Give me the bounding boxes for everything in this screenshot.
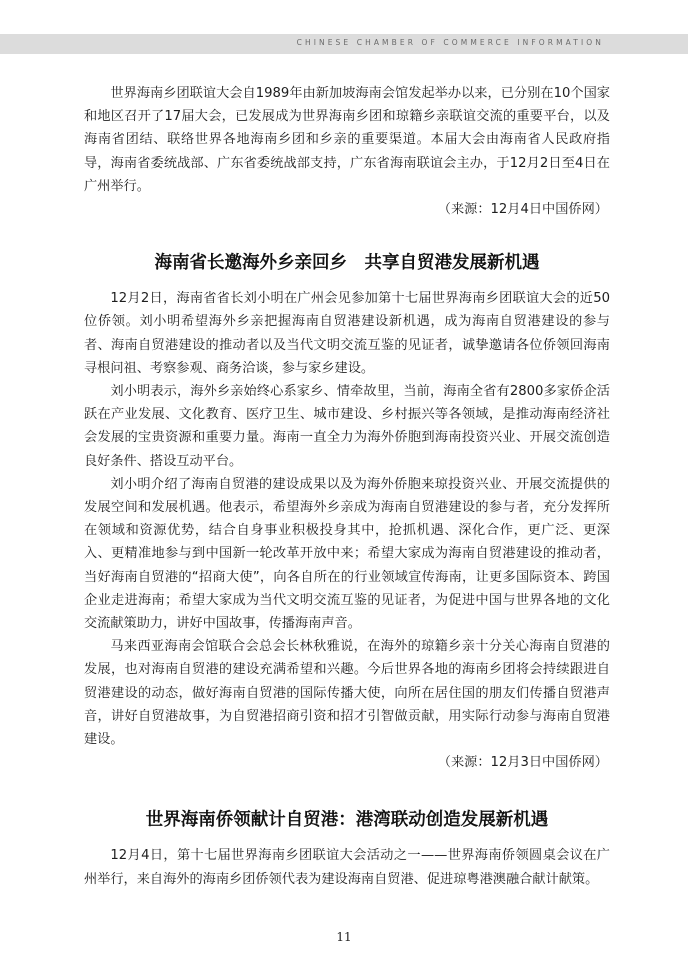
page-number: 11 xyxy=(336,930,352,944)
article1-source: （来源：12月3日中国侨网） xyxy=(437,755,608,771)
article1-paragraph-4: 马来西亚海南会馆联合会总会长林秋雅说，在海外的琼籍乡亲十分关心海南自贸港的发展，也对海南自贸港的建设充满希望和兴趣。今后世界各地的海南乡团将会持续跟进自贸港建设的动态，做好海南自贸港的国际传播大使，向所在居住国的朋友们传播自贸港声音，讲好自贸港故事，为自贸港招商引资和招才引智做贡献，用实际行动参与海南自贸港建设。 xyxy=(84,639,610,748)
article1-paragraph-1: 12月2日，海南省省长刘小明在广州会见参加第十七届世界海南乡团联谊大会的近50位侨领。刘小明希望海外乡亲把握海南自贸港建设新机遇，成为海南自贸港建设的参与者、海南自贸港建设的推动者以及当代文明交流互鉴的见证者，诚挚邀请各位侨领回海南寻根问祖、考察参观、商务洽谈，参与家乡建设。 xyxy=(84,291,610,376)
header-bar xyxy=(0,34,688,54)
article1-paragraph-3: 刘小明介绍了海南自贸港的建设成果以及为海外侨胞来琼投资兴业、开展交流提供的发展空间和发展机遇。他表示，希望海外乡亲成为海南自贸港建设的参与者，充分发挥所在领域和资源优势，结合自身事业积极投身其中，抢抓机遇、深化合作，更广泛、更深入、更精准地参与到中国新一轮改革开放中来；希望大家成为海南自贸港建设的推动者，当好海南自贸港的“招商大使”，向各自所在的行业领域宣传海南，让更多国际资本、跨国企业走进海南；希望大家成为当代文明交流互鉴的见证者，为促进中国与世界各地的文化交流献策助力，讲好中国故事，传播海南声音。 xyxy=(84,476,610,632)
intro-source: （来源：12月4日中国侨网） xyxy=(437,202,608,218)
article2-paragraph-1: 12月4日，第十七届世界海南乡团联谊大会活动之一——世界海南侨领圆桌会议在广州举行，来自海外的海南乡团侨领代表为建设海南自贸港、促进琼粤港澳融合献计献策。 xyxy=(84,848,610,887)
intro-paragraph: 世界海南乡团联谊大会自1989年由新加坡海南会馆发起举办以来，已分别在10个国家和地区召开了17届大会，已发展成为世界海南乡团和琼籍乡亲联谊交流的重要平台，以及海南省团结、联络世界各地海南乡团和乡亲的重要渠道。本届大会由海南省人民政府指导，海南省委统战部、广东省委统战部支持，广东省海南联谊会主办，于12月2日至4日在广州举行。 xyxy=(84,86,610,194)
article1-title: 海南省长邀海外乡亲回乡 共享自贸港发展新机遇 xyxy=(154,253,540,274)
article1-paragraph-2: 刘小明表示，海外乡亲始终心系家乡、情牵故里，当前，海南全省有2800多家侨企活跃在产业发展、文化教育、医疗卫生、城市建设、乡村振兴等各领域，是推动海南经济社会发展的宝贵资源和重要力量。海南一直全力为海外侨胞到海南投资兴业、开展交流创造良好条件、搭设互动平台。 xyxy=(84,384,610,469)
page-content xyxy=(84,82,610,891)
article2-title: 世界海南侨领献计自贸港：港湾联动创造发展新机遇 xyxy=(145,810,549,831)
header-text: CHINESE CHAMBER OF COMMERCE INFORMATION xyxy=(296,38,604,47)
